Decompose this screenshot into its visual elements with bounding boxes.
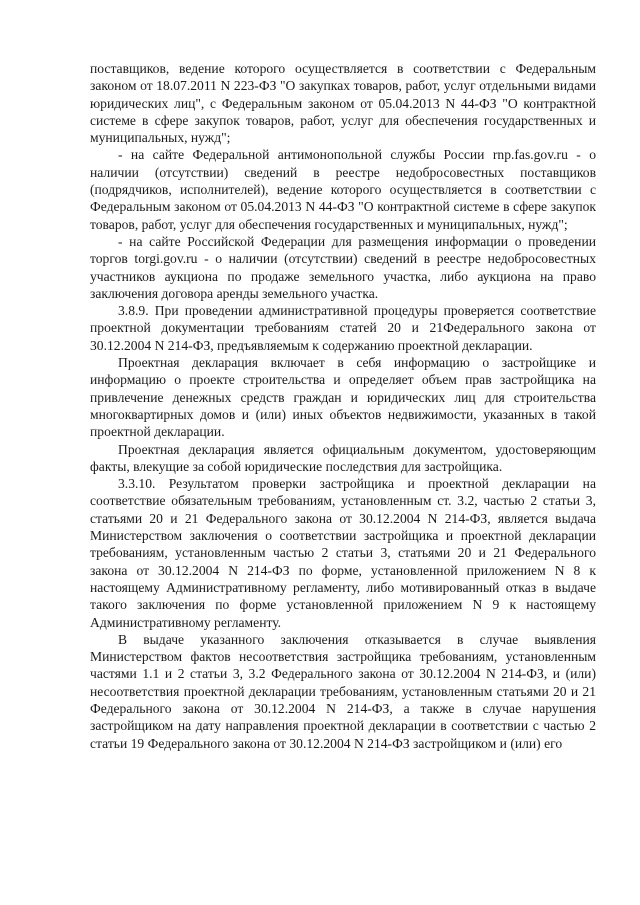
document-page xyxy=(90,60,596,752)
paragraph-fas-registry: - на сайте Федеральной антимонопольной службы России rnp.fas.gov.ru - о наличии (отсутствии) сведений в реестре недобросовестных поставщиков (подрядчиков, исполнителей), ведение которого осуществляется в соответствии с Федеральным законом от 05.04.2013 N 44-ФЗ "О контрактной системе в сфере закупок товаров, работ, услуг для обеспечения государственных и муниципальных, нужд"; xyxy=(90,147,596,232)
paragraph-torgi-registry: - на сайте Российской Федерации для размещения информации о проведении торгов torgi.gov.ru - о наличии (отсутствии) сведений в реестре недобросовестных участников аукциона по продаже земельного участка, либо аукциона на право заключения договора аренды земельного участка. xyxy=(90,233,596,301)
paragraph-declaration-content: Проектная декларация включает в себя информацию о застройщике и информацию о проекте строительства и определяет объем прав застройщика на привлечение денежных средств граждан и юридических лиц для строительства многоквартирных домов и (или) иных объектов недвижимости, указанных в такой проектной декларации. xyxy=(90,355,596,440)
paragraph-refusal: В выдаче указанного заключения отказывается в случае выявления Министерством фактов несоответствия застройщика требованиям, установленным частями 1.1 и 2 статьи 3, 3.2 Федерального закона от 30.12.2004 N 214-ФЗ, и (или) несоответствия проектной декларации требованиям, установленным статьями 20 и 21 Федерального закона от 30.12.2004 N 214-ФЗ, а также в случае нарушения застройщиком на дату направления проектной декларации в соответствии с частью 2 статьи 19 Федерального закона от 30.12.2004 N 214-ФЗ застройщиком и (или) его xyxy=(90,631,596,751)
paragraph-3-8-9: 3.8.9. При проведении административной процедуры проверяется соответствие проектной документации требованиям статей 20 и 21Федерального закона от 30.12.2004 N 214-ФЗ, предъявляемым к содержанию проектной декларации. xyxy=(90,303,596,353)
paragraph-3-3-10: 3.3.10. Результатом проверки застройщика и проектной декларации на соответствие обязательным требованиям, установленным ст. 3.2, частью 2 статьи 3, статьями 20 и 21 Федерального закона от 30.12.2004 N 214-ФЗ, является выдача Министерством заключения о соответствии застройщика и проектной декларации требованиям, установленным частью 2 статьи 3, статьями 20 и 21 Федерального закона от 30.12.2004 N 214-ФЗ по форме, установленной приложением N 8 к настоящему Административному регламенту, либо мотивированный отказ в выдаче такого заключения по форме установленной приложением N 9 к настоящему Административному регламенту. xyxy=(90,476,596,630)
paragraph-declaration-official: Проектная декларация является официальным документом, удостоверяющим факты, влекущие за собой юридические последствия для застройщика. xyxy=(90,441,596,474)
paragraph-continuation: поставщиков, ведение которого осуществляется в соответствии с Федеральным законом от 18.07.2011 N 223-ФЗ "О закупках товаров, работ, услуг отдельными видами юридических лиц", с Федеральным законом от 05.04.2013 N 44-ФЗ "О контрактной системе в сфере закупок товаров, работ, услуг для обеспечения государственных и муниципальных, нужд"; xyxy=(90,61,596,146)
